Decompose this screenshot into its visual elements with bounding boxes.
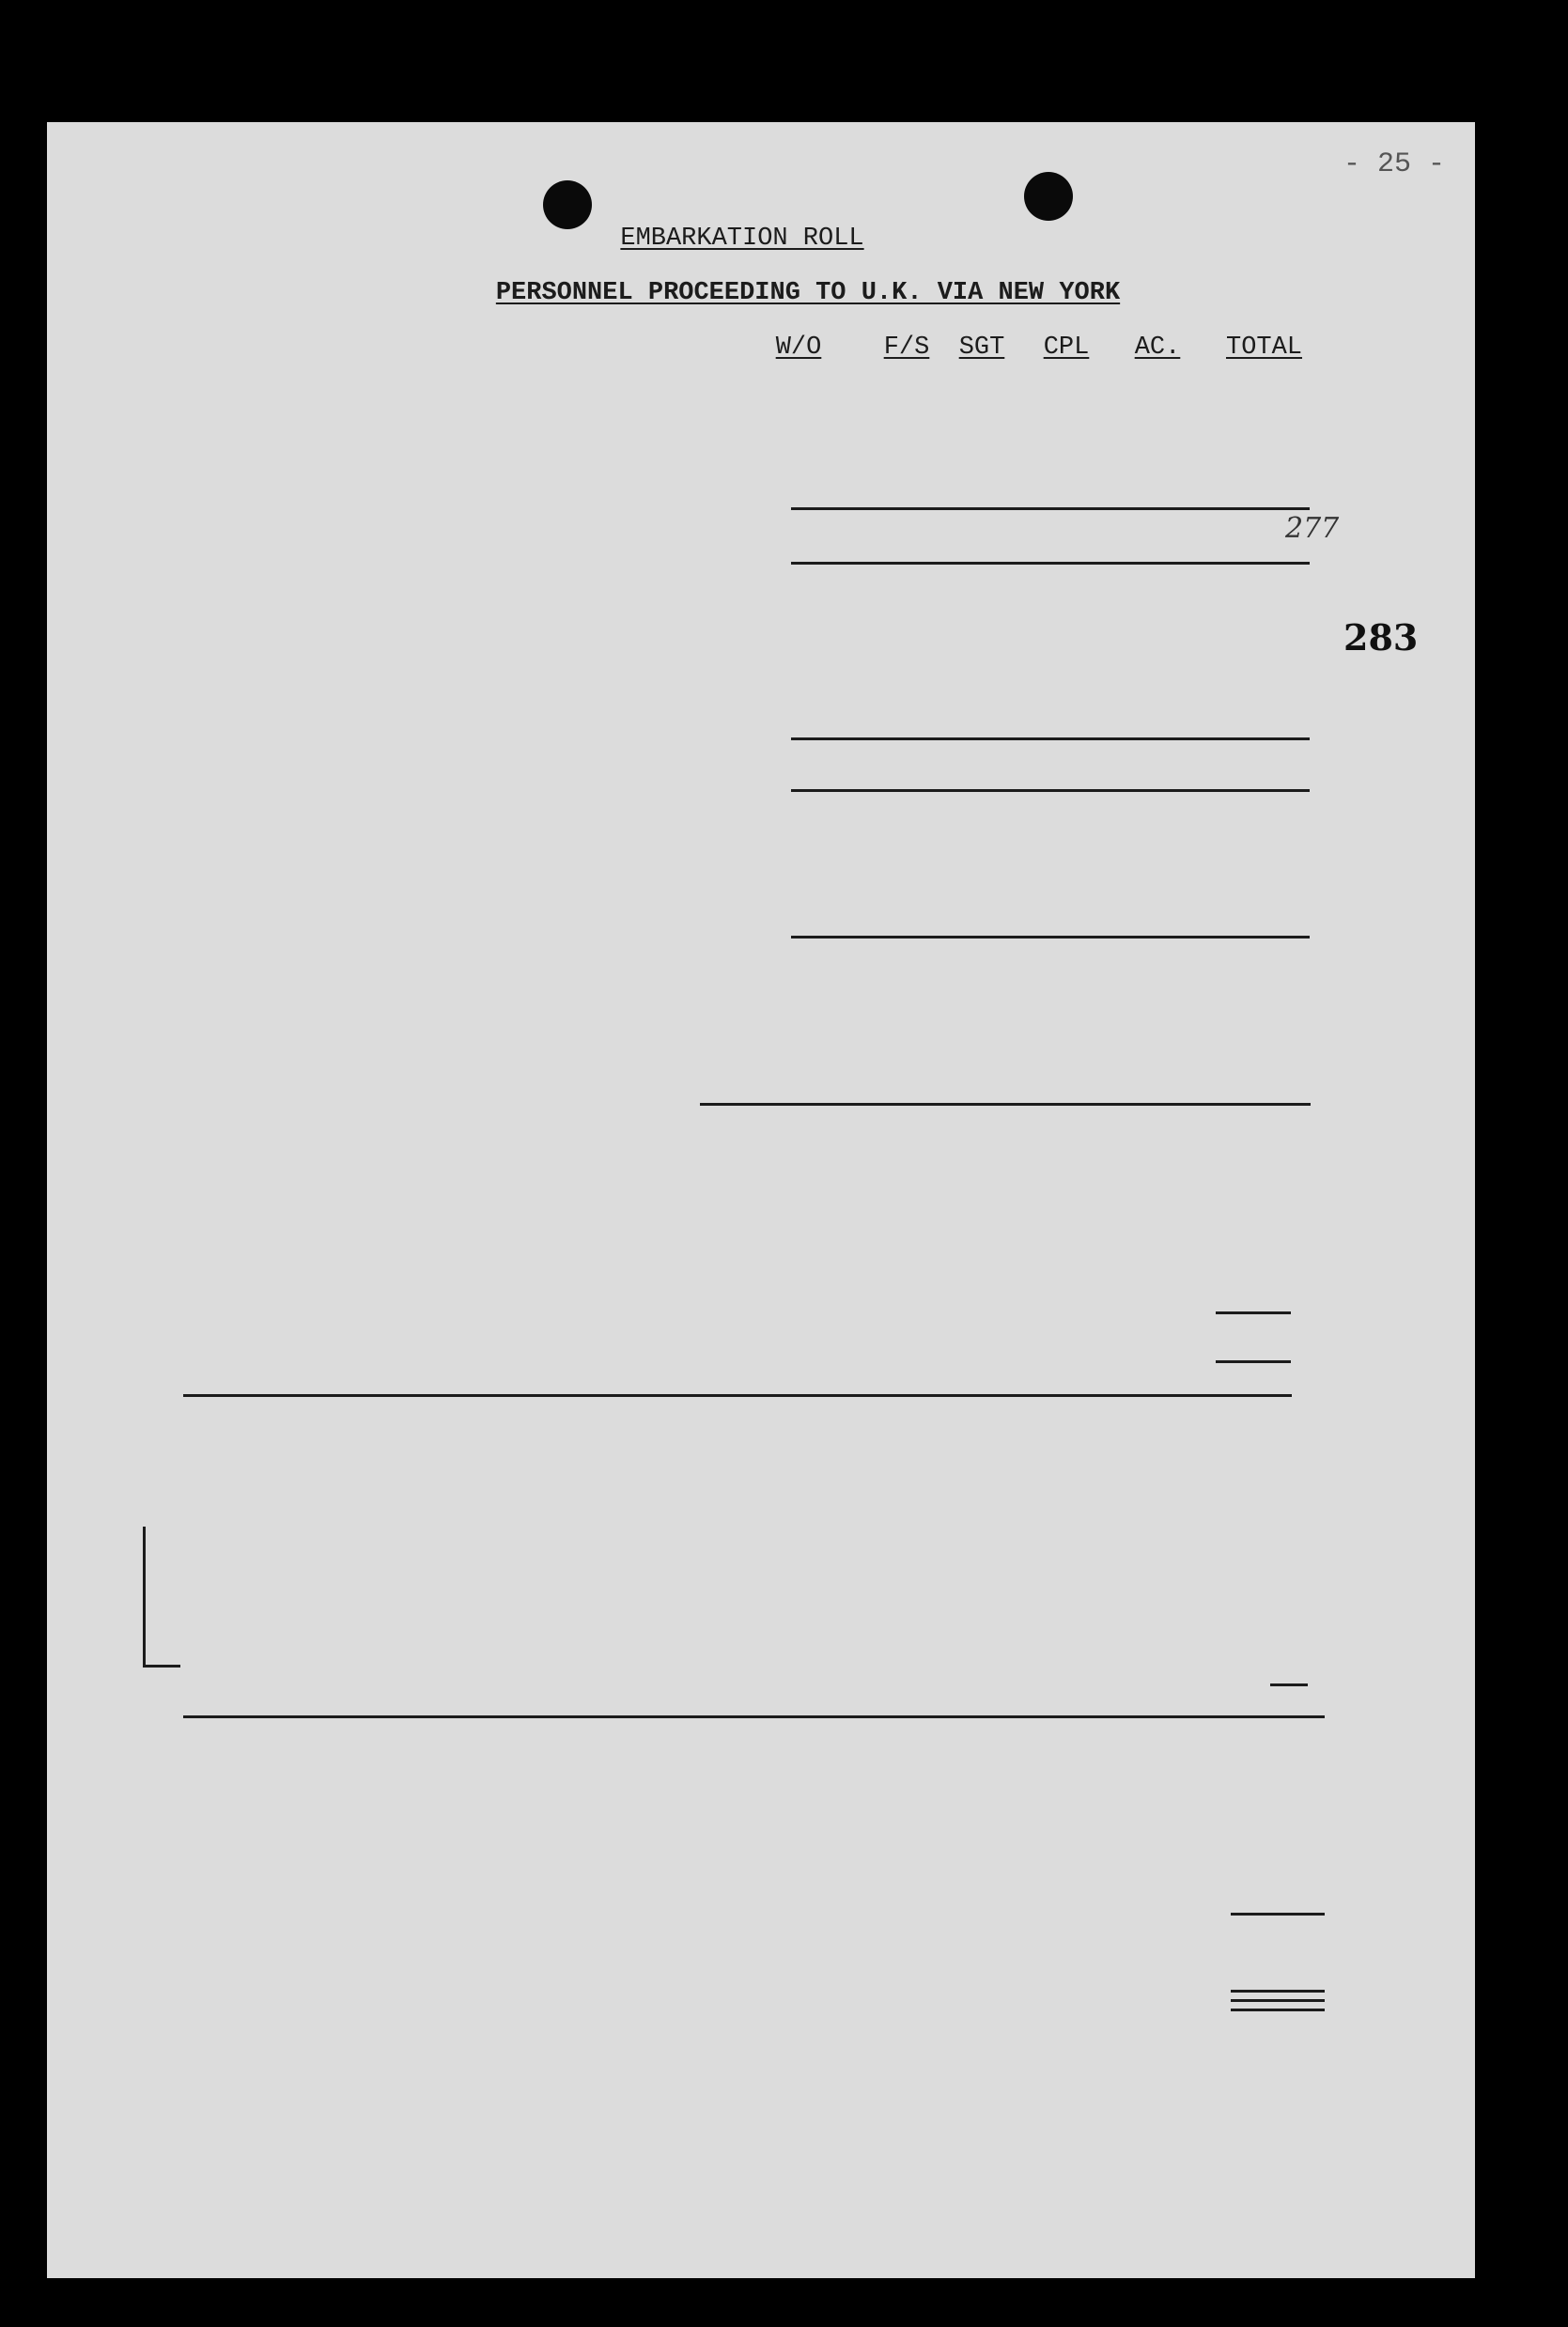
section-divider: [183, 1394, 1292, 1397]
draft1-col-header: SGT: [958, 334, 1005, 362]
document-title: EMBARKATION ROLL: [620, 225, 864, 253]
draft1-rule: [791, 507, 1310, 510]
draft2-rule-bottom: [791, 789, 1310, 792]
analysis-rule-bottom: [1216, 1360, 1291, 1363]
grand-total-rule-3: [1231, 2009, 1325, 2011]
draft1-rule-bottom: [791, 562, 1310, 565]
grand-total-rule-2: [1231, 1999, 1325, 2002]
draft3-rule: [791, 936, 1310, 939]
handwritten-total: 277: [1285, 512, 1340, 545]
analysis-rule: [1216, 1311, 1291, 1314]
totals-rule: [1231, 1913, 1325, 1916]
stamp-number: 283: [1343, 616, 1419, 659]
draft1-col-header: W/O: [775, 334, 822, 362]
margin-bracket-foot: [143, 1665, 180, 1668]
draft2-rule: [791, 737, 1310, 740]
draft1-col-header: TOTAL: [1226, 334, 1303, 362]
draft1-col-header: CPL: [1043, 334, 1090, 362]
usa-total-underline: [1270, 1683, 1308, 1686]
draft4-rule: [700, 1103, 1311, 1106]
draft1-col-header: F/S: [883, 334, 930, 362]
grand-total-rule-1: [1231, 1990, 1325, 1993]
page-number: - 25 -: [1343, 148, 1446, 180]
margin-bracket: [143, 1527, 146, 1668]
draft1-col-header: AC.: [1134, 334, 1181, 362]
usa-divider: [183, 1715, 1325, 1718]
document-subtitle: PERSONNEL PROCEEDING TO U.K. VIA NEW YORK: [495, 279, 1121, 307]
